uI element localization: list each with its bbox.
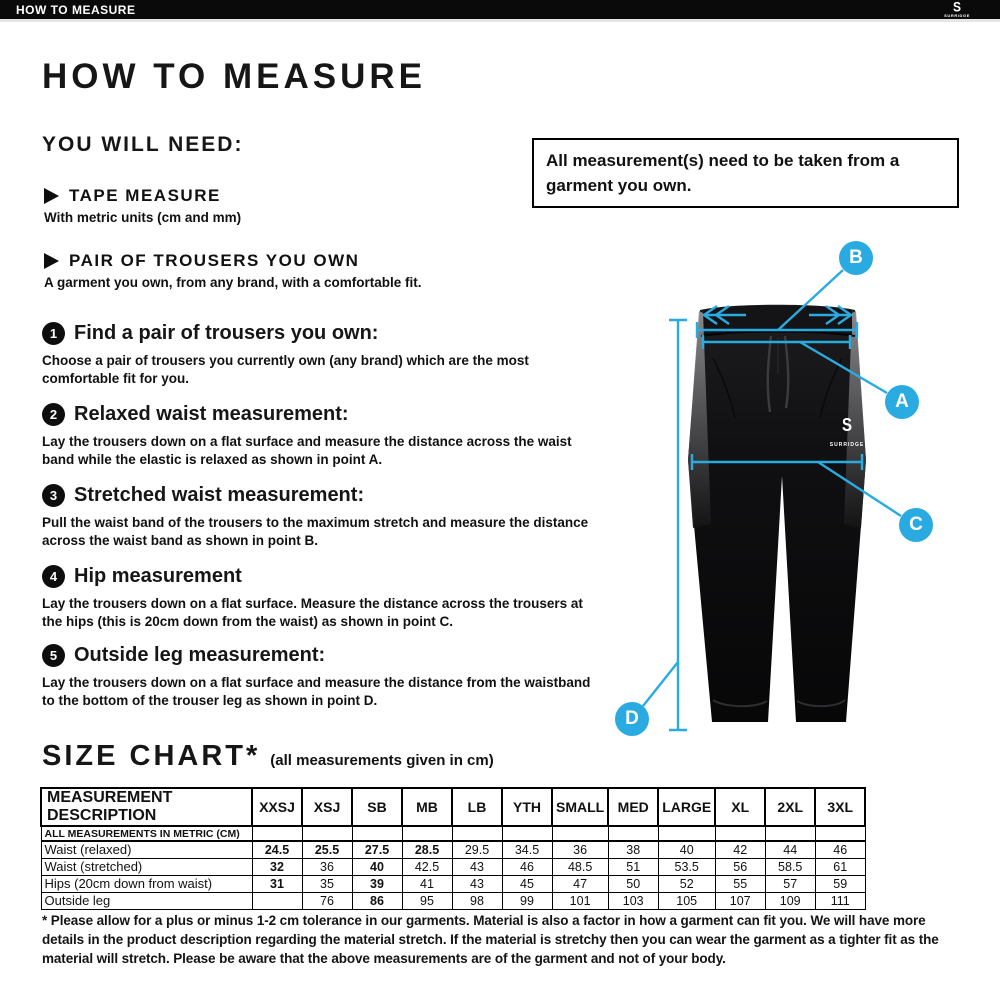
size-chart-subheading: (all measurements given in cm) xyxy=(270,752,494,769)
empty-cell xyxy=(815,826,865,841)
surridge-logo-icon xyxy=(944,1,970,18)
requirement-subtitle: With metric units (cm and mm) xyxy=(44,210,242,225)
callout-a-badge: A xyxy=(885,385,919,419)
footer-disclaimer: * Please allow for a plus or minus 1-2 cm tolerance in our garments. Material is also a factor in how a garment can fit you. We will have more details in the product description regarding the material stretch. If the material is stretchy then you can wear the garment as a tighter fit as the material will stretch. Please be aware that the above measurements are of the garment and not of your body. xyxy=(42,913,939,966)
empty-cell xyxy=(502,826,552,841)
step-4 xyxy=(42,565,607,630)
measurement-value-cell: 39 xyxy=(352,875,402,892)
measurement-value-cell: 29.5 xyxy=(452,841,502,858)
measurement-value-cell: 35 xyxy=(302,875,352,892)
metric-note-row xyxy=(41,826,865,841)
measurement-value-cell: 31 xyxy=(252,875,302,892)
measurement-value-cell: 109 xyxy=(765,892,815,909)
step-number-badge: 2 xyxy=(42,403,65,426)
measurement-value-cell: 42.5 xyxy=(402,858,452,875)
measurement-value-cell: 42 xyxy=(715,841,765,858)
measurement-value-cell: 103 xyxy=(608,892,658,909)
measurement-value-cell: 40 xyxy=(352,858,402,875)
empty-cell xyxy=(302,826,352,841)
size-chart-heading-row xyxy=(42,740,494,773)
step-3 xyxy=(42,484,607,549)
callout-d-badge: D xyxy=(615,702,649,736)
callout-c-badge: C xyxy=(899,508,933,542)
step-body: Pull the waist band of the trousers to the maximum stretch and measure the distance across the waist band as shown in point B. xyxy=(42,515,589,548)
step-number-badge: 5 xyxy=(42,644,65,667)
step-title-row xyxy=(42,565,607,588)
measurement-value-cell: 51 xyxy=(608,858,658,875)
measurement-value-cell: 105 xyxy=(658,892,715,909)
measurement-value-cell: 32 xyxy=(252,858,302,875)
empty-cell xyxy=(658,826,715,841)
measurement-value-cell: 24.5 xyxy=(252,841,302,858)
measurement-value-cell: 47 xyxy=(552,875,608,892)
measurement-value-cell: 111 xyxy=(815,892,865,909)
size-col-header-2xl: 2XL xyxy=(765,788,815,826)
measurement-value-cell: 99 xyxy=(502,892,552,909)
measurement-value-cell: 45 xyxy=(502,875,552,892)
size-col-header-large: LARGE xyxy=(658,788,715,826)
top-bar-title: HOW TO MEASURE xyxy=(16,2,136,17)
requirement-title: TAPE MEASURE xyxy=(69,186,221,205)
measurement-value-cell: 107 xyxy=(715,892,765,909)
requirement-title-row xyxy=(44,186,241,206)
size-chart-header-row xyxy=(41,788,865,826)
measurement-value-cell: 41 xyxy=(402,875,452,892)
measurement-label-cell: Waist (relaxed) xyxy=(41,841,252,858)
measurement-value-cell: 28.5 xyxy=(402,841,452,858)
step-2 xyxy=(42,403,607,468)
measurement-value-cell: 101 xyxy=(552,892,608,909)
requirement-tape-measure xyxy=(44,186,241,225)
measurement-value-cell: 95 xyxy=(402,892,452,909)
trousers-illustration xyxy=(600,230,1000,750)
note-box: All measurement(s) need to be taken from a garment you own. xyxy=(532,138,959,208)
step-title: Find a pair of trousers you own: xyxy=(74,322,379,344)
measurement-value-cell: 40 xyxy=(658,841,715,858)
step-title: Hip measurement xyxy=(74,565,242,587)
size-col-header-3xl: 3XL xyxy=(815,788,865,826)
page-title: HOW TO MEASURE xyxy=(42,57,426,96)
step-title: Stretched waist measurement: xyxy=(74,484,365,506)
measurement-value-cell: 56 xyxy=(715,858,765,875)
measurement-value-cell: 36 xyxy=(302,858,352,875)
empty-cell xyxy=(252,826,302,841)
empty-cell xyxy=(452,826,502,841)
step-title: Relaxed waist measurement: xyxy=(74,403,349,425)
measurement-value-cell: 57 xyxy=(765,875,815,892)
size-chart-heading: SIZE CHART* xyxy=(42,740,261,772)
step-number-badge: 3 xyxy=(42,484,65,507)
step-title-row xyxy=(42,322,607,345)
surridge-s-glyph: S xyxy=(953,0,962,16)
requirement-title: PAIR OF TROUSERS YOU OWN xyxy=(69,251,360,270)
measurement-value-cell: 36 xyxy=(552,841,608,858)
measurement-value-cell: 43 xyxy=(452,875,502,892)
step-body: Lay the trousers down on a flat surface and measure the distance from the waistband to the bottom of the trouser leg as shown in point D. xyxy=(42,675,591,708)
measurement-label-cell: Outside leg xyxy=(41,892,252,909)
trousers-measurement-figure xyxy=(600,230,1000,750)
measurement-value-cell: 25.5 xyxy=(302,841,352,858)
garment-surridge-logo xyxy=(822,415,872,450)
step-5 xyxy=(42,644,607,709)
measurement-value-cell: 46 xyxy=(815,841,865,858)
surridge-wordmark: SURRIDGE xyxy=(944,13,970,18)
size-col-header-xsj: XSJ xyxy=(302,788,352,826)
empty-cell xyxy=(608,826,658,841)
step-title-row xyxy=(42,644,607,667)
size-chart-row xyxy=(41,858,865,875)
size-col-header-mb: MB xyxy=(402,788,452,826)
measurement-value-cell: 27.5 xyxy=(352,841,402,858)
metric-note-cell: ALL MEASUREMENTS IN METRIC (CM) xyxy=(41,826,252,841)
you-will-need-heading: YOU WILL NEED: xyxy=(42,133,244,156)
step-title-row xyxy=(42,484,607,507)
measurement-value-cell: 98 xyxy=(452,892,502,909)
size-chart-table xyxy=(40,787,866,910)
measurement-value-cell: 46 xyxy=(502,858,552,875)
measurement-value-cell: 43 xyxy=(452,858,502,875)
size-chart-row xyxy=(41,892,865,909)
size-col-header-xl: XL xyxy=(715,788,765,826)
step-body: Choose a pair of trousers you currently own (any brand) which are the most comfortable fit for you. xyxy=(42,353,529,386)
size-col-header-yth: YTH xyxy=(502,788,552,826)
size-col-header-med: MED xyxy=(608,788,658,826)
size-chart-body xyxy=(41,826,865,909)
surridge-s-glyph: S xyxy=(841,415,852,436)
step-body: Lay the trousers down on a flat surface and measure the distance across the waist band while the elastic is relaxed as shown in point A. xyxy=(42,434,572,467)
empty-cell xyxy=(352,826,402,841)
requirement-trousers xyxy=(44,251,422,290)
step-number-badge: 4 xyxy=(42,565,65,588)
measurement-value-cell: 34.5 xyxy=(502,841,552,858)
size-col-header-xxsj: XXSJ xyxy=(252,788,302,826)
measurement-value-cell: 86 xyxy=(352,892,402,909)
measurement-value-cell: 59 xyxy=(815,875,865,892)
measurement-value-cell: 52 xyxy=(658,875,715,892)
play-triangle-icon xyxy=(44,253,59,269)
callout-b-badge: B xyxy=(839,241,873,275)
requirement-title-row xyxy=(44,251,422,271)
step-body: Lay the trousers down on a flat surface. Measure the distance across the trousers at the hips (this is 20cm down from the waist) as shown in point C. xyxy=(42,596,583,629)
step-1 xyxy=(42,322,607,387)
measurement-label-cell: Waist (stretched) xyxy=(41,858,252,875)
size-col-header-lb: LB xyxy=(452,788,502,826)
measurement-value-cell: 50 xyxy=(608,875,658,892)
measurement-value-cell: 38 xyxy=(608,841,658,858)
measurement-value-cell: 44 xyxy=(765,841,815,858)
step-title: Outside leg measurement: xyxy=(74,644,326,666)
size-col-header-sb: SB xyxy=(352,788,402,826)
measurement-value-cell xyxy=(252,892,302,909)
requirement-subtitle: A garment you own, from any brand, with a comfortable fit. xyxy=(44,275,422,290)
size-chart-row xyxy=(41,875,865,892)
top-bar xyxy=(0,0,1000,22)
measurement-value-cell: 61 xyxy=(815,858,865,875)
surridge-wordmark: SURRIDGE xyxy=(829,442,865,448)
measurement-description-header: MEASUREMENT DESCRIPTION xyxy=(41,788,252,826)
play-triangle-icon xyxy=(44,188,59,204)
measurement-value-cell: 48.5 xyxy=(552,858,608,875)
empty-cell xyxy=(715,826,765,841)
measurement-label-cell: Hips (20cm down from waist) xyxy=(41,875,252,892)
measurement-value-cell: 76 xyxy=(302,892,352,909)
size-col-header-small: SMALL xyxy=(552,788,608,826)
empty-cell xyxy=(552,826,608,841)
step-title-row xyxy=(42,403,607,426)
measurement-value-cell: 55 xyxy=(715,875,765,892)
size-chart-row xyxy=(41,841,865,858)
empty-cell xyxy=(402,826,452,841)
measurement-value-cell: 58.5 xyxy=(765,858,815,875)
step-number-badge: 1 xyxy=(42,322,65,345)
measurement-value-cell: 53.5 xyxy=(658,858,715,875)
empty-cell xyxy=(765,826,815,841)
